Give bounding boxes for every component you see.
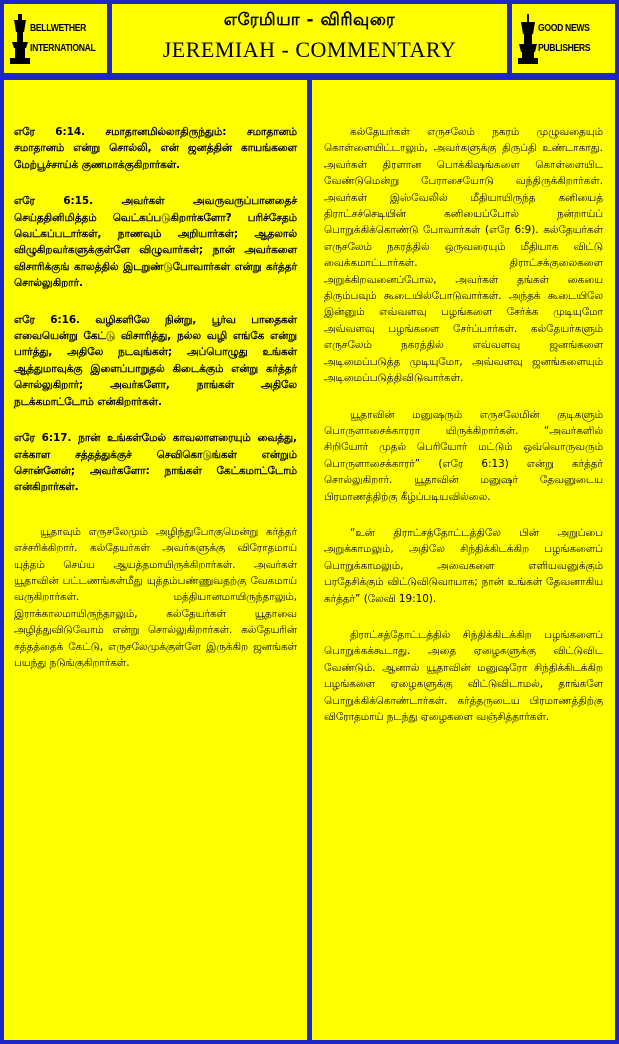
good-news-line2: PUBLISHERS [538,42,591,54]
verse-6-16: எரே 6:16. வழிகளிலே நின்று, பூர்வ பாதைகள் எவையென்று கேட்டு விசாரித்து, நல்ல வழி எங்கே என்று பார்த்து, அதிலே நடவுங்கள்; அப்பொழுது உங்கள் ஆத்துமாவுக்கு இளைப்பாறுதல் கிடைக்கும் என்று கர்த்தர் சொல்லுகிறார்; அவர்களோ, நாங்கள் அதிலே நடக்கமாட்டோம் என்கிறார்கள். [14,313,297,408]
commentary-paragraph: திராட்சத்தோட்டத்தில் சிந்திக்கிடக்கிற பழங்களைப் பொறுக்கக்கூடாது. அதை ஏழைகளுக்கு விட்டுவிட வேண்டும். ஆனால் யூதாவின் மனுஷரோ சிந்திக்கிடக்கிற பழங்களை ஏழைகளுக்கு விட்டுவிடாமல், தாங்களே பொறுக்கிக்கொண்டார்கள். கர்த்தருடைய பிரமாணத்திற்கு விரோதமாய் நடந்து ஏழைகளை வஞ்சித்தார்கள். [324,628,603,723]
good-news-line1: GOOD NEWS [538,22,590,34]
commentary-paragraph: யூதாவின் மனுஷரும் எருசலேமின் குடிகளும் பொருளாசைக்காரரா யிருக்கிறார்கள். “அவர்களில் சிறியோர் முதல் பெரியோர் மட்டும் ஒவ்வொருவரும் பொருளாசைக்காரர்” (எரே 6:13) என்று கர்த்தர் சொல்லுகிறார். யூதாவின் மனுஷர் தேவனுடைய பிரமாணத்திற்கு கீழ்ப்படியவில்லை. [324,408,603,503]
book-tower-icon [518,14,538,64]
bellwether-logo [10,12,102,68]
title-box [112,4,507,73]
scripture-quote: “உன் திராட்சத்தோட்டத்திலே பின் அறுப்பை அறுக்காமலும், அதிலே சிந்திக்கிடக்கிற பழங்களைப் பொறுக்காமலும், அவைகளை எளியவனுக்கும் பரதேசிக்கும் விட்டுவிடுவாயாக; நான் உங்கள் தேவனாகிய கர்த்தர்” (லேவி 19:10). [324,526,603,605]
verse-6-17: எரே 6:17. நான் உங்கள்மேல் காவலாளரையும் வைத்து, எக்காள சத்தத்துக்குச் செவிகொடுங்கள் என்றும் சொன்னேன்; அவர்களோ: நாங்கள் கேட்கமாட்டோம் என்கிறார்கள். [14,432,297,494]
commentary-paragraph: கல்தேயர்கள் எருசலேம் நகரம் முழுவதையும் கொள்ளையிட்டாலும், அவர்களுக்கு திருப்தி உண்டாகாது. அவர்கள் திரளான பொக்கிஷங்களை கொள்ளையிட வேண்டுமென்று பேராசையோடு வந்திருக்கிறார்கள். அவர்கள் இஸ்வேலில் மீதியாயிருந்த கனியைத் திராட்சச்செடியின் கனியைப்போல் நன்றாய்ப் பொறுக்கிக்கொண்டு போவார்கள் (எரே 6:9). கல்தேயர்கள் எருசலேம் நகரத்தில் ஒருவரையும் மீதியாக விட்டு வைக்கமாட்டார்கள். திராட்சக்குலைகளை அறுக்கிறவனைப்போல, அவர்கள் தங்கள் கையை திரும்பவும் கூடையில்போடுவார்கள். அந்தக் கூடையிலே இன்னும் எவ்வளவு பழங்களை சேர்க்க முடியுமோ அவ்வளவு பழங்களை சேர்ப்பார்கள். கல்தேயர்களும் எருசலேம் நகரத்தில் எவ்வளவு ஜனங்களை அடிமைப்படுத்த முடியுமோ, அவ்வளவு ஜனங்களையும் அடிமைப்படுத்திவிடுவார்கள். [324,126,603,385]
bellwether-logo-box [4,4,107,73]
bell-tower-icon [10,14,30,64]
left-column [4,80,307,1040]
bellwether-line2: INTERNATIONAL [30,42,96,54]
commentary-paragraph: யூதாவும் எருசலேமும் அழிந்துபோகுமென்று கர்த்தர் எச்சரிக்கிறார். கல்தேயர்கள் அவர்களுக்கு விரோதமாய் யுத்தம் செய்ய ஆயத்தமாயிருக்கிறார்கள். அவர்கள் யூதாவின் பட்டணங்கள்மீது யுத்தம்பண்ணுவதற்கு வேகமாய் வருகிறார்கள். மத்தியானமாயிருந்தாலும், இராக்காலமாயிருந்தாலும், கல்தேயர்கள் யூதாவை அழித்துவிடுவோம் என்று சொல்லுகிறார்கள். கல்தேயரின் சத்தத்தைக் கேட்டு, எருசலேமுக்குள்ளே இருக்கிற ஜனங்கள் பயந்து நடுங்குகிறார்கள். [14,525,297,669]
good-news-logo-box [512,4,615,73]
good-news-logo [518,12,610,68]
bellwether-line1: BELLWETHER [30,22,87,34]
english-title: JEREMIAH - COMMENTARY [162,37,457,62]
tamil-title: எரேமியா - விரிவுரை [223,10,396,30]
verse-6-14: எரே 6:14. சமாதானமில்லாதிருந்தும்: சமாதானம் சமாதானம் என்று சொல்லி, என் ஜனத்தின் காயங்களை மேற்பூச்சாய்க் குணமாக்குகிறார்கள். [14,126,297,171]
right-column [312,80,615,1040]
verse-6-15: எரே 6:15. அவர்கள் அவருவருப்பானதைச் செய்ததினிமித்தம் வெட்கப்படுகிறார்களோ? பரிச்சேதம் வெட்கப்படார்கள், நாணவும் அறியார்கள்; ஆதலால் விழுகிறவர்களுக்குள்ளே விழுவார்கள்; நான் அவர்களை விசாரிக்குங் காலத்தில் இடறுண்டுபோவார்கள் என்று கர்த்தர் சொல்லுகிறார். [14,195,297,290]
